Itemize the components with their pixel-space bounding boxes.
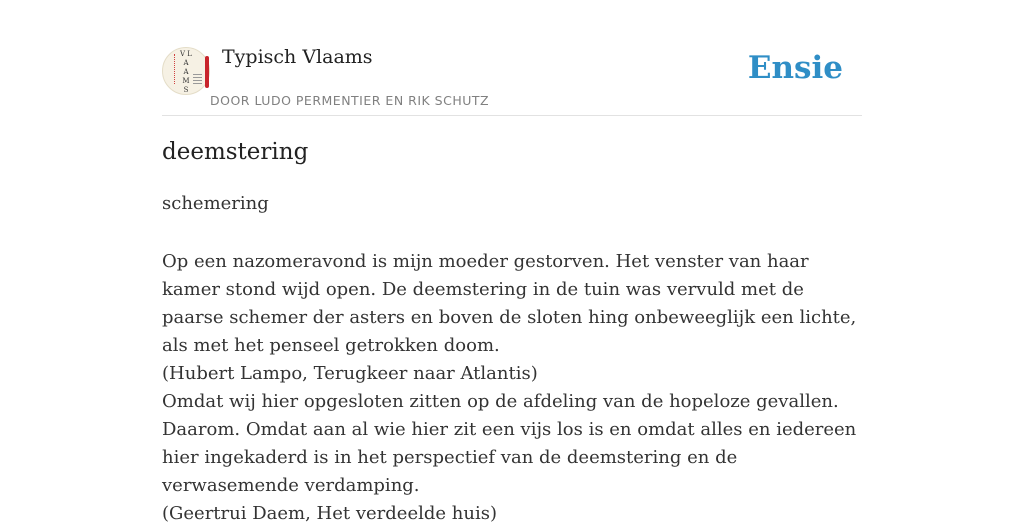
- site-title-link[interactable]: Typisch Vlaams: [222, 46, 373, 68]
- logo-decoration: [193, 74, 202, 84]
- logo-decoration: [205, 56, 209, 88]
- quote-source: (Geertrui Daem, Het verdeelde huis): [162, 503, 497, 524]
- authors-byline: DOOR LUDO PERMENTIER EN RIK SCHUTZ: [210, 93, 490, 108]
- quote-paragraph: Op een nazomeravond is mijn moeder gestorven. Het venster van haar kamer stond wijd open. De deemstering in de tuin was vervuld met de paarse schemer der asters en boven de sloten hing onbeweeglijk een lichte, als met het penseel getrokken doom.: [162, 251, 857, 356]
- logo-letters: V L A A M S: [180, 50, 192, 94]
- term-heading: deemstering: [162, 139, 309, 165]
- book-cover-logo[interactable]: [162, 47, 210, 95]
- quote-paragraph: Omdat wij hier opgesloten zitten op de afdeling van de hopeloze gevallen. Daarom. Omdat aan al wie hier zit een vijs los is en omdat alles en iedereen hier ingekaderd is in het perspectief van de deemstering en de verwasemende verdamping.: [162, 391, 857, 496]
- logo-decoration: [174, 54, 178, 84]
- site-header: [162, 0, 862, 116]
- example-quotes: [162, 248, 862, 528]
- ensie-brand-link[interactable]: Ensie: [747, 50, 843, 86]
- definition-text: schemering: [162, 193, 269, 214]
- quote-source: (Hubert Lampo, Terugkeer naar Atlantis): [162, 363, 538, 384]
